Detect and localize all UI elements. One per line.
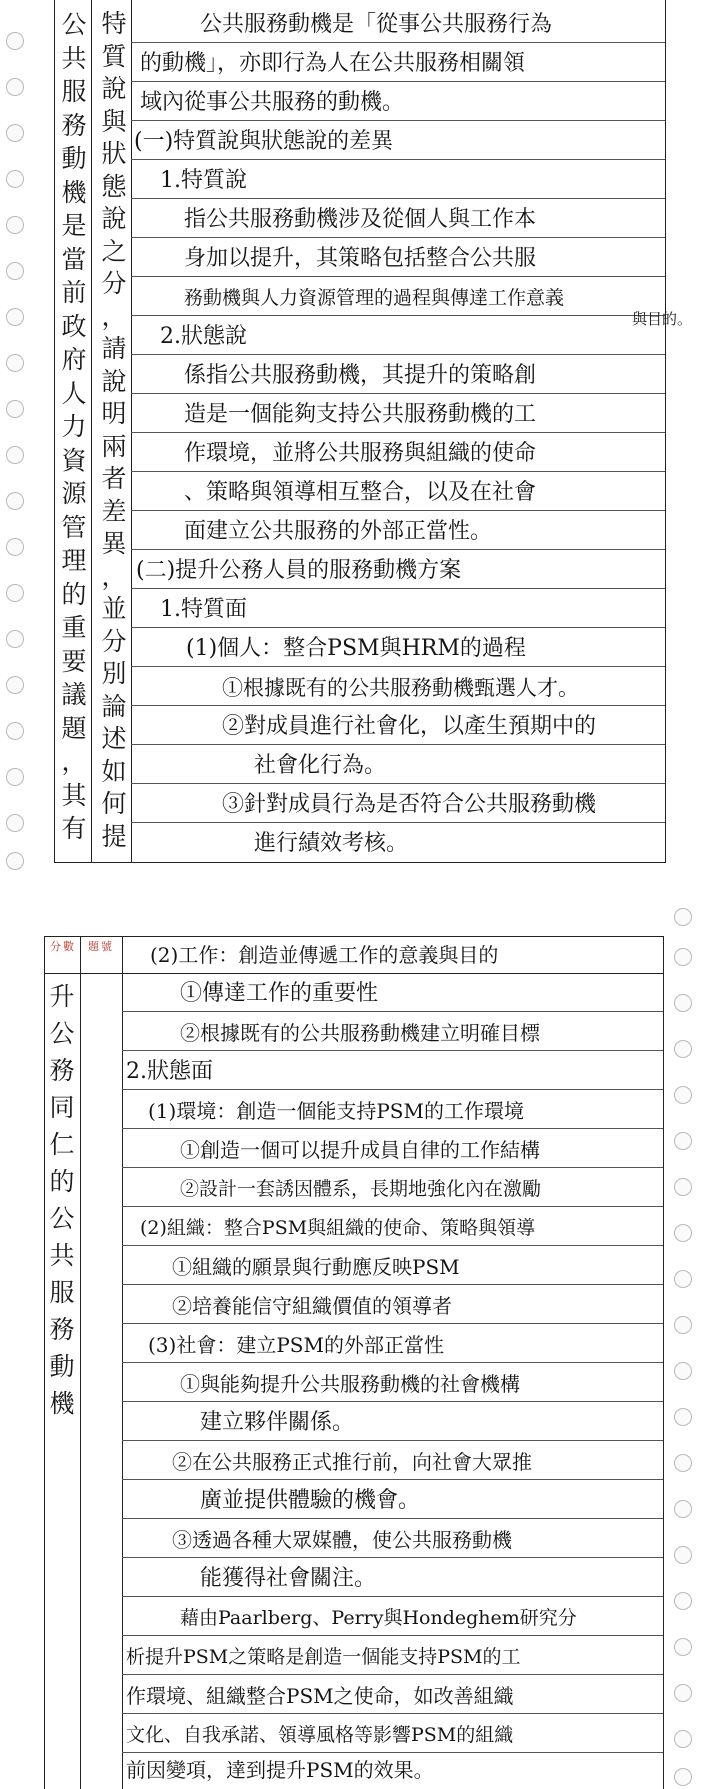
- answer-line: (2)組織：整合PSM與組織的使命、策略與領導: [140, 1217, 536, 1239]
- answer-line: (1)個人：整合PSM與HRM的過程: [186, 636, 526, 661]
- answer-line: 、策略與領導相互整合，以及在社會: [184, 480, 537, 505]
- question-char: 服: [61, 77, 87, 106]
- answer-line: 能獲得社會關注。: [200, 1566, 377, 1591]
- ruled-line: [122, 1128, 663, 1129]
- question-char: 說: [101, 204, 127, 233]
- ruled-line: [131, 42, 665, 43]
- ruled-line: [131, 159, 665, 160]
- ruled-line: [131, 549, 665, 550]
- ring-hole: [674, 1684, 692, 1702]
- ruled-line: [122, 1557, 663, 1558]
- ring-hole: [674, 1362, 692, 1380]
- question-char: 公: [61, 10, 87, 39]
- question-text-column: [44, 978, 80, 1422]
- question-char: 特: [101, 9, 127, 38]
- ruled-line: [131, 627, 665, 628]
- ruled-line: [131, 783, 665, 784]
- answer-line: ③透過各種大眾媒體，使公共服務動機: [172, 1528, 512, 1552]
- question-char: 資: [61, 445, 87, 475]
- subsection-heading: 1.特質說: [160, 168, 247, 193]
- ruled-line: [131, 276, 665, 277]
- ring-hole: [674, 1730, 692, 1748]
- ruled-line: [122, 1089, 663, 1090]
- question-char: 分: [101, 626, 127, 656]
- ruled-line: [131, 81, 665, 82]
- answer-line: ②對成員進行社會化，以產生預期中的: [222, 714, 597, 739]
- ruled-line: [122, 1050, 663, 1051]
- question-char: 態: [101, 171, 127, 201]
- answer-line: ①組織的願景與行動應反映PSM: [172, 1255, 460, 1279]
- question-char: 論: [101, 691, 127, 721]
- question-char: 人: [61, 378, 87, 408]
- question-char: 務: [49, 1056, 75, 1085]
- answer-line: 社會化行為。: [254, 753, 387, 778]
- section-heading: (一)特質說與狀態說的差異: [134, 129, 394, 154]
- margin-note: 與目的。: [632, 310, 693, 328]
- ring-hole: [6, 676, 24, 694]
- answer-line: ①創造一個可以提升成員自律的工作結構: [180, 1138, 540, 1162]
- ruled-line: [131, 120, 665, 121]
- ring-hole: [674, 908, 692, 926]
- answer-line: 文化、自我承諾、領導風格等影響PSM的組織: [126, 1724, 514, 1746]
- ring-hole: [674, 1500, 692, 1518]
- column-divider: [91, 0, 92, 862]
- question-char: 分: [101, 269, 127, 298]
- question-char: ，: [61, 747, 87, 776]
- answer-line: 公共服務動機是「從事公共服務行為: [200, 12, 553, 37]
- subsection-heading: 1.特質面: [160, 597, 247, 622]
- question-char: 動: [49, 1352, 75, 1381]
- question-char: 差: [101, 496, 127, 526]
- question-char: 異: [101, 529, 127, 558]
- question-char: 共: [49, 1241, 75, 1270]
- ring-hole: [674, 1592, 692, 1610]
- ruled-line: [131, 471, 665, 472]
- question-number-header: 題號: [88, 940, 114, 953]
- answer-line: 廣並提供體驗的機會。: [200, 1488, 421, 1513]
- ruled-line: [122, 1440, 663, 1441]
- ruled-line: [131, 588, 665, 589]
- question-char: 提: [101, 821, 127, 851]
- ring-hole: [6, 852, 24, 870]
- answer-line: (3)社會：建立PSM的外部正當性: [148, 1333, 444, 1357]
- subsection-heading: 2.狀態面: [126, 1059, 213, 1084]
- answer-sheet-page-2: [0, 918, 702, 1787]
- question-char: 管: [61, 512, 87, 542]
- ruled-line: [122, 1518, 663, 1519]
- ring-hole: [674, 994, 692, 1012]
- answer-line: ③針對成員行為是否符合公共服務動機: [222, 792, 597, 817]
- question-char: 公: [49, 1019, 75, 1048]
- ruled-line: [131, 510, 665, 511]
- question-char: 前: [61, 278, 87, 307]
- question-char: 仁: [49, 1130, 75, 1159]
- ruled-line: [131, 822, 665, 823]
- ring-hole: [674, 1132, 692, 1150]
- question-text-column: [58, 8, 90, 846]
- question-char: 重: [61, 613, 87, 642]
- answer-line: ②在公共服務正式推行前，向社會大眾推: [172, 1450, 532, 1474]
- page-gap: [0, 870, 702, 918]
- ring-hole: [6, 722, 24, 740]
- answer-line: 的動機」，亦即行為人在公共服務相關領: [140, 51, 526, 76]
- ring-hole: [674, 1768, 692, 1786]
- ring-hole: [6, 124, 24, 142]
- question-char: 機: [61, 177, 87, 207]
- question-char: 升: [49, 982, 75, 1011]
- answer-line: 建立夥伴關係。: [200, 1410, 355, 1435]
- question-char: 兩: [101, 431, 127, 461]
- ruled-line: [122, 1713, 663, 1714]
- answer-line: 係指公共服務動機，其提升的策略創: [184, 363, 537, 388]
- ring-hole: [6, 400, 24, 418]
- ruled-line: [131, 744, 665, 745]
- ring-hole: [6, 768, 24, 786]
- answer-line: 析提升PSM之策略是創造一個能支持PSM的工: [126, 1646, 521, 1668]
- question-char: 務: [49, 1315, 75, 1344]
- answer-line: ②根據既有的公共服務動機建立明確目標: [180, 1021, 540, 1045]
- question-char: 有: [61, 814, 87, 843]
- answer-line: 身加以提升，其策略包括整合公共服: [184, 246, 537, 271]
- answer-line: 作環境、組織整合PSM之使命，如改善組織: [126, 1684, 514, 1708]
- question-char: 與: [101, 106, 127, 136]
- ring-hole: [674, 1270, 692, 1288]
- answer-line: (2)工作：創造並傳遞工作的意義與目的: [150, 943, 499, 967]
- ring-hole: [674, 1546, 692, 1564]
- ruled-line: [122, 1362, 663, 1363]
- question-char: 當: [61, 244, 87, 274]
- score-header: 分數: [50, 940, 76, 953]
- ruled-line: [122, 1596, 663, 1597]
- ring-hole: [6, 538, 24, 556]
- question-char: 同: [49, 1093, 75, 1122]
- question-char: 議: [61, 680, 87, 709]
- question-char: 的: [61, 579, 87, 609]
- question-char: 是: [61, 211, 87, 240]
- column-divider: [80, 937, 81, 1789]
- answer-line: 域內從事公共服務的動機。: [140, 90, 405, 115]
- ruled-line: [131, 315, 665, 316]
- question-char: 之: [101, 236, 127, 266]
- ring-hole: [674, 1638, 692, 1656]
- question-char: 公: [49, 1204, 75, 1233]
- ring-hole: [674, 1178, 692, 1196]
- ring-hole: [6, 262, 24, 280]
- question-text-column: [96, 8, 132, 853]
- question-char: 說: [101, 74, 127, 103]
- question-char: 說: [101, 366, 127, 396]
- question-char: 動: [61, 144, 87, 173]
- ring-hole: [6, 354, 24, 372]
- answer-line: 進行績效考核。: [254, 831, 409, 856]
- answer-line: 作環境，並將公共服務與組織的使命: [184, 441, 537, 466]
- question-char: 明: [101, 399, 127, 428]
- question-char: 如: [101, 756, 127, 786]
- answer-line: 藉由Paarlberg、Perry與Hondeghem研究分: [180, 1607, 577, 1629]
- ruled-line: [131, 237, 665, 238]
- answer-sheet-page-1: [0, 0, 702, 870]
- question-char: 請: [101, 334, 127, 363]
- ring-hole: [6, 32, 24, 50]
- ruled-line: [122, 1401, 663, 1402]
- subsection-heading: 2.狀態說: [160, 324, 247, 349]
- ruled-line: [122, 1206, 663, 1207]
- ring-hole: [6, 584, 24, 602]
- question-char: 並: [101, 594, 127, 623]
- ruled-line: [131, 705, 665, 706]
- ring-hole: [6, 308, 24, 326]
- question-char: 服: [49, 1278, 75, 1307]
- ruled-line: [131, 432, 665, 433]
- ring-hole: [674, 1454, 692, 1472]
- question-char: 狀: [101, 139, 127, 168]
- ring-hole: [674, 1316, 692, 1334]
- answer-line: 面建立公共服務的外部正當性。: [184, 519, 493, 544]
- question-char: 共: [61, 43, 87, 73]
- answer-line: 前因變項，達到提升PSM的效果。: [126, 1758, 434, 1782]
- answer-line: ①與能夠提升公共服務動機的社會機構: [180, 1372, 520, 1396]
- question-char: 政: [61, 311, 87, 341]
- ring-hole: [674, 1224, 692, 1242]
- answer-line: 指公共服務動機涉及從個人與工作本: [184, 207, 537, 232]
- question-char: ，: [101, 301, 127, 331]
- ring-hole: [674, 1040, 692, 1058]
- ruled-line: [122, 1635, 663, 1636]
- question-char: 府: [61, 345, 87, 374]
- question-char: 者: [101, 464, 127, 493]
- question-char: 別: [101, 659, 127, 688]
- answer-line: ②培養能信守組織價值的領導者: [172, 1294, 452, 1318]
- question-char: 理: [61, 546, 87, 575]
- ruled-line: [131, 198, 665, 199]
- ruled-line: [122, 1479, 663, 1480]
- ring-hole: [6, 170, 24, 188]
- answer-line: (1)環境：創造一個能支持PSM的工作環境: [148, 1099, 524, 1123]
- question-char: 質: [101, 41, 127, 71]
- ring-hole: [674, 948, 692, 966]
- section-heading: (二)提升公務人員的服務動機方案: [136, 558, 462, 583]
- column-divider: [122, 937, 123, 1789]
- question-char: 力: [61, 412, 87, 441]
- ruled-line: [131, 666, 665, 667]
- ring-hole: [6, 814, 24, 832]
- answer-line: 務動機與人力資源管理的過程與傳達工作意義: [184, 287, 565, 309]
- ring-hole: [674, 1086, 692, 1104]
- question-char: 其: [61, 780, 87, 810]
- question-char: ，: [101, 561, 127, 591]
- ring-hole: [6, 216, 24, 234]
- question-char: 源: [61, 479, 87, 508]
- ruled-line: [122, 1245, 663, 1246]
- answer-line: ①傳達工作的重要性: [180, 981, 379, 1006]
- ruled-line: [122, 1674, 663, 1675]
- question-char: 的: [49, 1167, 75, 1196]
- ruled-line: [122, 1011, 663, 1012]
- answer-line: ②設計一套誘因體系，長期地強化內在激勵: [180, 1178, 542, 1200]
- question-char: 要: [61, 646, 87, 676]
- question-char: 何: [101, 789, 127, 818]
- ring-hole: [6, 492, 24, 510]
- ring-hole: [674, 1408, 692, 1426]
- answer-line: 造是一個能夠支持公共服務動機的工: [184, 402, 537, 427]
- header-rule: [45, 973, 663, 974]
- question-char: 題: [61, 713, 87, 743]
- ring-hole: [6, 78, 24, 96]
- question-char: 機: [49, 1389, 75, 1418]
- question-char: 述: [101, 724, 127, 753]
- question-char: 務: [61, 110, 87, 140]
- ring-hole: [6, 446, 24, 464]
- ruled-line: [122, 1167, 663, 1168]
- ruled-line: [122, 1284, 663, 1285]
- ring-hole: [6, 630, 24, 648]
- ruled-line: [131, 393, 665, 394]
- ruled-line: [122, 1323, 663, 1324]
- ruled-line: [131, 354, 665, 355]
- answer-line: ①根據既有的公共服務動機甄選人才。: [222, 676, 579, 700]
